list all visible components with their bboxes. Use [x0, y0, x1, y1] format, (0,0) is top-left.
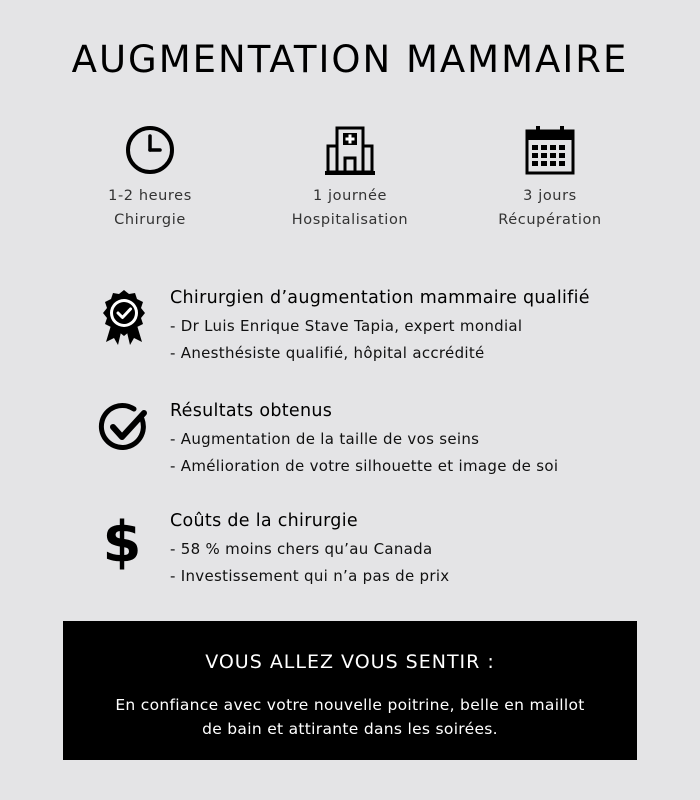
- stat-value: 3 jours: [523, 188, 577, 204]
- checkmark-circle-icon: [98, 401, 154, 457]
- stat-label: Récupération: [498, 212, 602, 228]
- svg-text:$: $: [102, 511, 142, 571]
- stat-label: Chirurgie: [114, 212, 186, 228]
- hospital-icon: [324, 124, 376, 176]
- banner-heading: VOUS ALLEZ VOUS SENTIR :: [205, 651, 495, 673]
- stat-surgery-duration: [50, 124, 250, 228]
- stats-row: [0, 124, 700, 244]
- feature-heading: Résultats obtenus: [170, 401, 333, 421]
- stat-hospitalisation: [250, 124, 450, 228]
- stat-label: Hospitalisation: [291, 212, 409, 228]
- feature-line: - 58 % moins chers qu’au Canada: [170, 540, 433, 558]
- feature-line: - Dr Luis Enrique Stave Tapia, expert mondial: [170, 317, 523, 335]
- feature-heading: Coûts de la chirurgie: [170, 511, 358, 531]
- clock-icon: [124, 124, 176, 176]
- feature-line: - Investissement qui n’a pas de prix: [170, 567, 450, 585]
- feature-line: - Augmentation de la taille de vos seins: [170, 430, 480, 448]
- dollar-icon: [98, 511, 150, 571]
- stat-value: 1-2 heures: [108, 188, 192, 204]
- page-title: AUGMENTATION MAMMAIRE: [71, 38, 629, 81]
- feature-heading: Chirurgien d’augmentation mammaire qualifié: [170, 288, 590, 308]
- feelings-banner: [63, 621, 637, 760]
- banner-text: En confiance avec votre nouvelle poitrine, belle en maillot de bain et attirante dans les soirées.: [115, 696, 585, 738]
- feature-line: - Anesthésiste qualifié, hôpital accrédité: [170, 344, 485, 362]
- calendar-icon: [524, 124, 576, 176]
- stat-value: 1 journée: [312, 188, 388, 204]
- stat-recovery: [450, 124, 650, 228]
- award-badge-icon: [98, 288, 150, 348]
- feature-line: - Amélioration de votre silhouette et image de soi: [170, 457, 559, 475]
